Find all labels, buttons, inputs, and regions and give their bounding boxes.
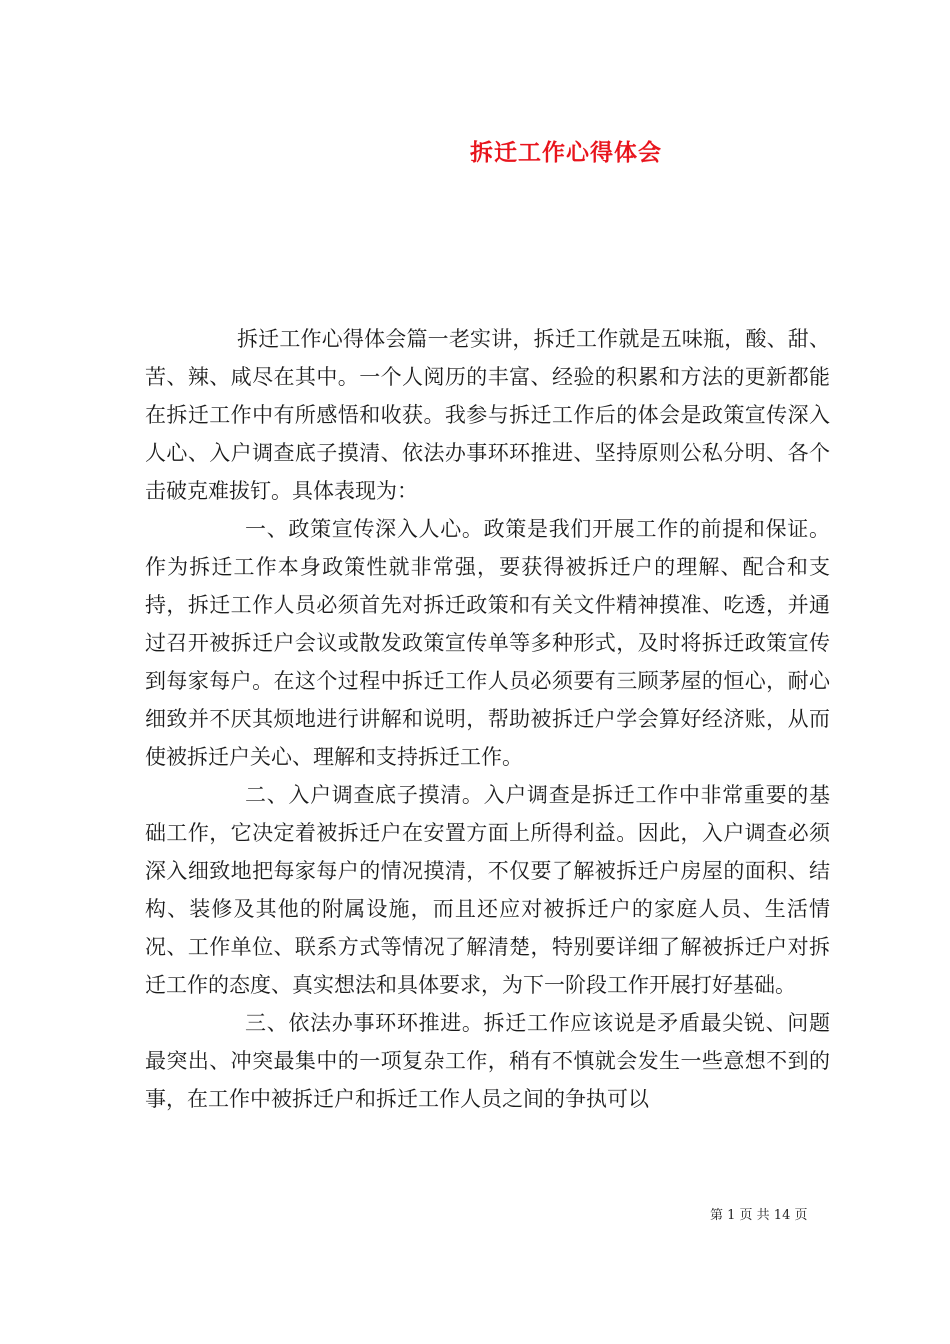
page-number-footer: 第 1 页 共 14 页 <box>710 1208 808 1223</box>
paragraph-intro: 拆迁工作心得体会篇一老实讲，拆迁工作就是五味瓶，酸、甜、苦、辣、咸尽在其中。一个人阅历的丰富、经验的积累和方法的更新都能在拆迁工作中有所感悟和收获。我参与拆迁工作后的体会是政策宣传深入人心、入户调查底子摸清、依法办事环环推进、坚持原则公私分明、各个击破克难拔钉。具体表现为： <box>145 327 830 503</box>
paragraph-section-3: 三、依法办事环环推进。拆迁工作应该说是矛盾最尖锐、问题最突出、冲突最集中的一项复杂工作，稍有不慎就会发生一些意想不到的事，在工作中被拆迁户和拆迁工作人员之间的争执可以 <box>145 1011 830 1111</box>
paragraph-section-1: 一、政策宣传深入人心。政策是我们开展工作的前提和保证。作为拆迁工作本身政策性就非常强，要获得被拆迁户的理解、配合和支持，拆迁工作人员必须首先对拆迁政策和有关文件精神摸准、吃透，并通过召开被拆迁户会议或散发政策宣传单等多种形式，及时将拆迁政策宣传到每家每户。在这个过程中拆迁工作人员必须要有三顾茅屋的恒心，耐心细致并不厌其烦地进行讲解和说明，帮助被拆迁户学会算好经济账，从而使被拆迁户关心、理解和支持拆迁工作。 <box>145 517 830 769</box>
document-title: 拆迁工作心得体会 <box>470 139 662 166</box>
document-body <box>145 320 830 1118</box>
paragraph-section-2: 二、入户调查底子摸清。入户调查是拆迁工作中非常重要的基础工作，它决定着被拆迁户在安置方面上所得利益。因此，入户调查必须深入细致地把每家每户的情况摸清，不仅要了解被拆迁户房屋的面积、结构、装修及其他的附属设施，而且还应对被拆迁户的家庭人员、生活情况、工作单位、联系方式等情况了解清楚，特别要详细了解被拆迁户对拆迁工作的态度、真实想法和具体要求，为下一阶段工作开展打好基础。 <box>145 783 830 997</box>
